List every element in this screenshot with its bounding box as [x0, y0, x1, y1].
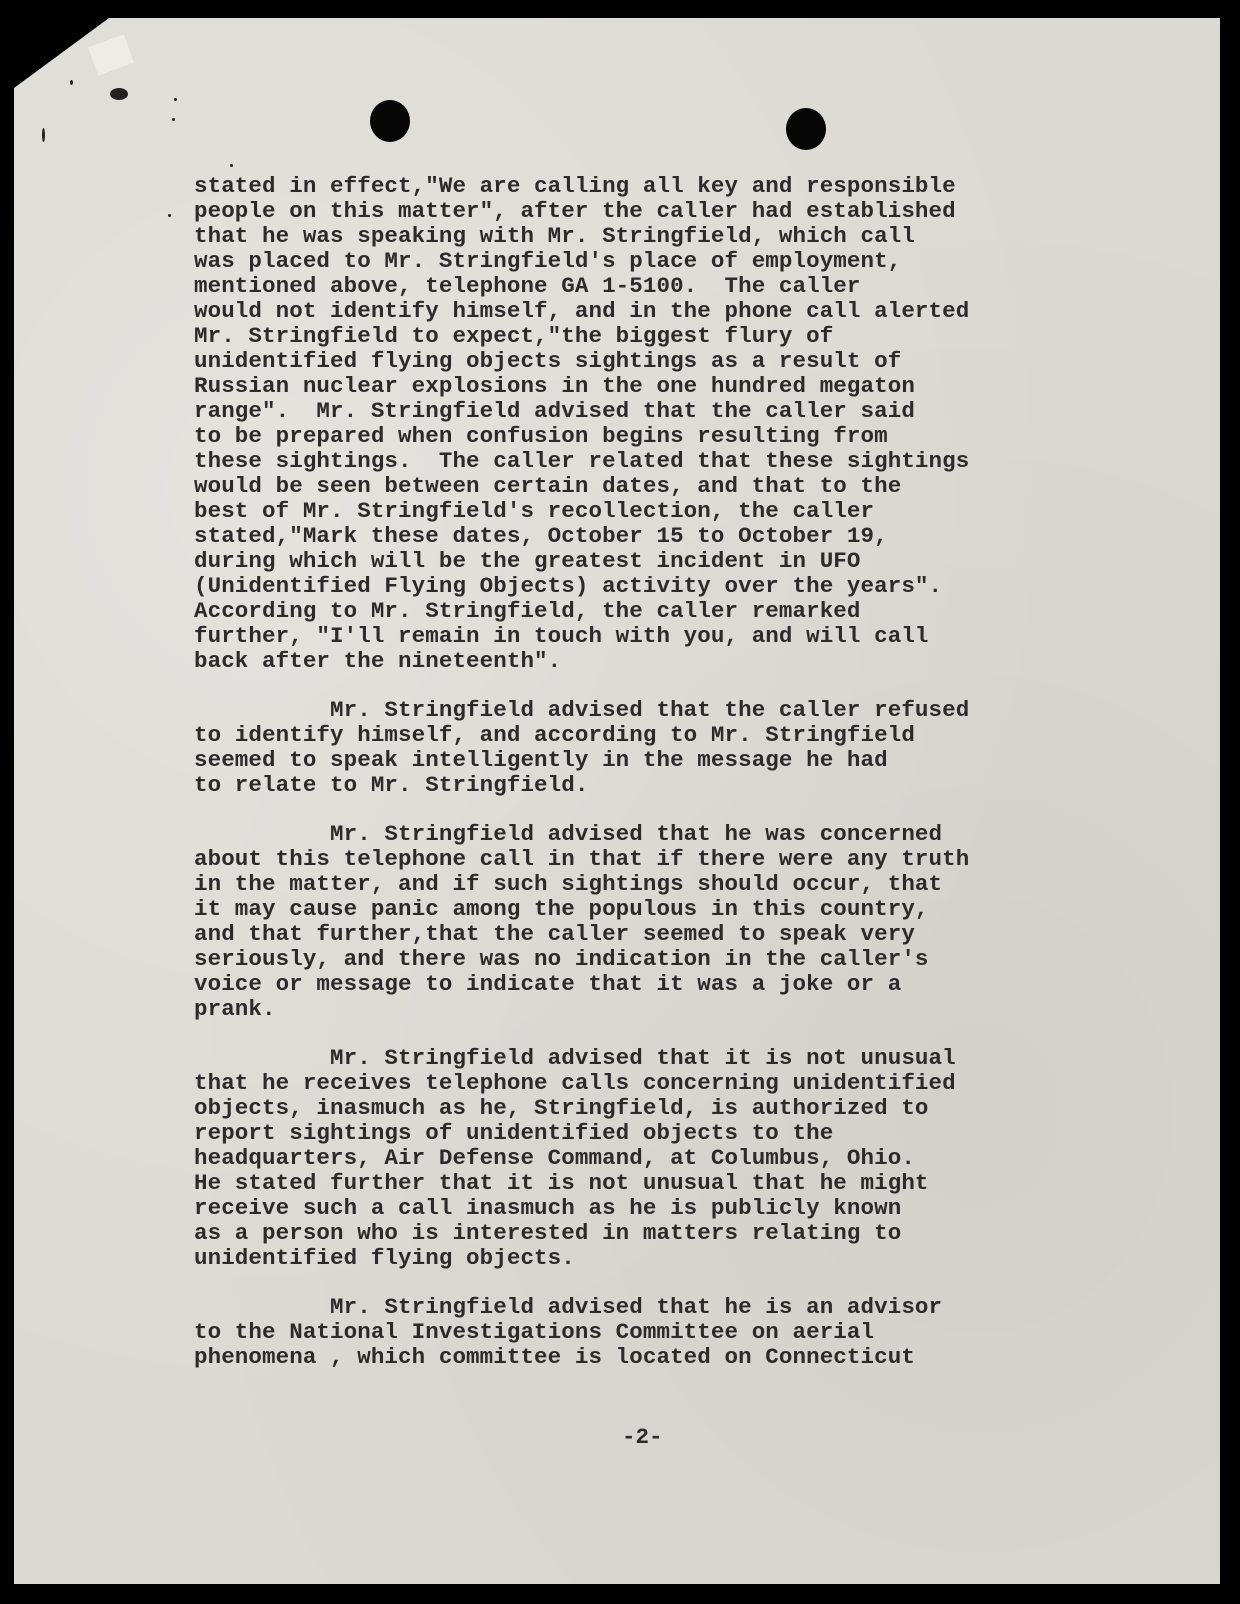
paragraph-gap	[194, 674, 1094, 698]
page-number: -2-	[622, 1424, 663, 1450]
text-line: Mr. Stringfield to expect,"the biggest flury of	[194, 323, 834, 349]
text-line: people on this matter", after the caller had established	[194, 198, 956, 224]
text-line: seriously, and there was no indication in the caller's	[194, 946, 929, 972]
text-line: about this telephone call in that if there were any truth	[194, 846, 970, 872]
text-line: was placed to Mr. Stringfield's place of employment,	[194, 248, 902, 274]
text-line: in the matter, and if such sightings should occur, that	[194, 871, 943, 897]
text-line: that he receives telephone calls concerning unidentified	[194, 1070, 956, 1096]
text-line: Mr. Stringfield advised that he is an advisor	[194, 1294, 943, 1320]
text-line: receive such a call inasmuch as he is publicly known	[194, 1195, 902, 1221]
ink-speck	[230, 164, 233, 167]
text-line: to relate to Mr. Stringfield.	[194, 772, 589, 798]
text-line: to be prepared when confusion begins resulting from	[194, 423, 888, 449]
text-line: stated in effect,"We are calling all key and responsible	[194, 173, 956, 199]
text-line: further, "I'll remain in touch with you, and will call	[194, 623, 929, 649]
text-line: prank.	[194, 996, 276, 1022]
paragraph	[194, 174, 1094, 674]
text-line: seemed to speak intelligently in the message he had	[194, 747, 888, 773]
paragraph	[194, 822, 1094, 1022]
paragraph	[194, 1295, 1094, 1370]
text-line: stated,"Mark these dates, October 15 to October 19,	[194, 523, 888, 549]
text-line: According to Mr. Stringfield, the caller remarked	[194, 598, 861, 624]
text-line: headquarters, Air Defense Command, at Columbus, Ohio.	[194, 1145, 915, 1171]
ink-speck	[110, 88, 128, 100]
text-line: unidentified flying objects sightings as a result of	[194, 348, 902, 374]
text-line: objects, inasmuch as he, Stringfield, is authorized to	[194, 1095, 929, 1121]
text-line: phenomena , which committee is located on Connecticut	[194, 1344, 915, 1370]
punch-hole-left	[370, 100, 410, 142]
text-line: to the National Investigations Committee on aerial	[194, 1319, 875, 1345]
text-line: Russian nuclear explosions in the one hundred megaton	[194, 373, 915, 399]
text-line: during which will be the greatest incident in UFO	[194, 548, 861, 574]
text-line: and that further,that the caller seemed to speak very	[194, 921, 915, 947]
paragraph-gap	[194, 1271, 1094, 1295]
text-line: it may cause panic among the populous in this country,	[194, 896, 929, 922]
text-line: report sightings of unidentified objects to the	[194, 1120, 834, 1146]
paragraph	[194, 1046, 1094, 1271]
text-line: (Unidentified Flying Objects) activity over the years".	[194, 573, 943, 599]
text-line: mentioned above, telephone GA 1-5100. The caller	[194, 273, 861, 299]
text-line: voice or message to indicate that it was a joke or a	[194, 971, 902, 997]
text-line: these sightings. The caller related that these sightings	[194, 448, 970, 474]
ink-speck	[70, 80, 73, 85]
ink-speck	[174, 98, 177, 101]
text-line: Mr. Stringfield advised that he was concerned	[194, 821, 943, 847]
punch-hole-right	[786, 108, 826, 150]
ink-speck	[168, 214, 171, 217]
ink-speck	[42, 128, 45, 142]
text-line: that he was speaking with Mr. Stringfield, which call	[194, 223, 915, 249]
text-line: range". Mr. Stringfield advised that the caller said	[194, 398, 915, 424]
text-line: back after the nineteenth".	[194, 648, 562, 674]
text-line: best of Mr. Stringfield's recollection, the caller	[194, 498, 875, 524]
text-line: Mr. Stringfield advised that the caller refused	[194, 697, 970, 723]
paragraph-gap	[194, 1022, 1094, 1046]
ink-speck	[172, 118, 175, 121]
text-line: would be seen between certain dates, and that to the	[194, 473, 902, 499]
paragraph	[194, 698, 1094, 798]
text-line: would not identify himself, and in the phone call alerted	[194, 298, 970, 324]
text-line: to identify himself, and according to Mr. Stringfield	[194, 722, 915, 748]
text-line: He stated further that it is not unusual that he might	[194, 1170, 929, 1196]
text-line: unidentified flying objects.	[194, 1245, 575, 1271]
text-line: Mr. Stringfield advised that it is not unusual	[194, 1045, 956, 1071]
paper-sheet	[14, 18, 1220, 1584]
paragraph-gap	[194, 798, 1094, 822]
typed-body-text	[194, 174, 1094, 1370]
text-line: as a person who is interested in matters relating to	[194, 1220, 902, 1246]
